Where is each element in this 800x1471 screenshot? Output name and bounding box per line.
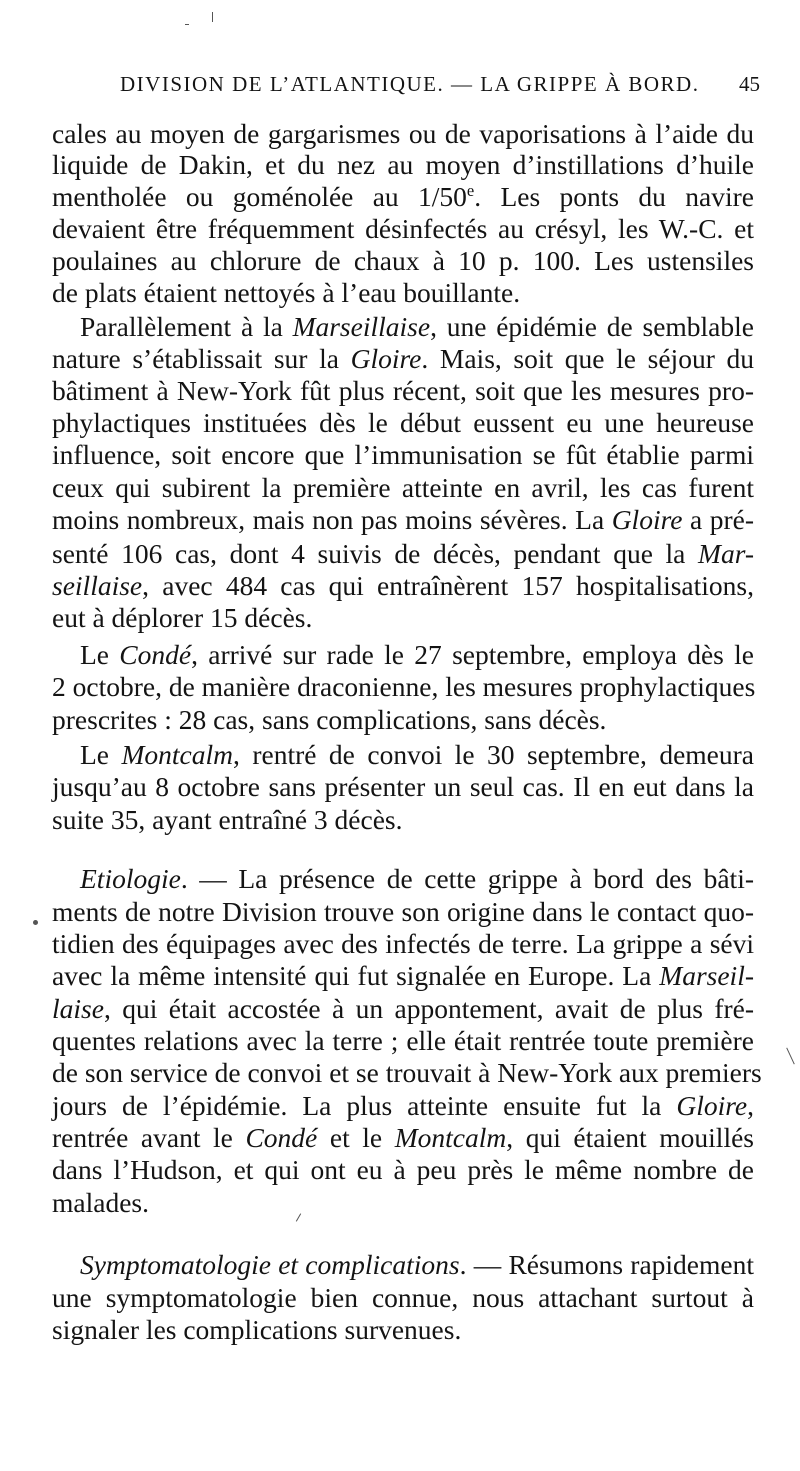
text-run: phylactiques instituées dès le début eussent eu une heureuse	[52, 407, 754, 438]
italic-run: Condé	[245, 1122, 318, 1153]
text-run: . Les ponts du navire	[474, 181, 754, 212]
text-line	[52, 148, 754, 182]
running-header	[120, 72, 760, 97]
text-run: nature s’établissait sur la	[52, 343, 351, 374]
text-line	[52, 1313, 754, 1347]
text-run: senté 106 cas, dont 4 suivis de décès, pendant que la	[52, 538, 699, 569]
italic-run: Gloire	[350, 343, 422, 374]
text-run: ,	[747, 1090, 754, 1121]
scan-speck	[33, 920, 38, 925]
text-line	[52, 1056, 762, 1090]
text-run: signaler les complications survenues.	[52, 1314, 462, 1345]
italic-run: Gloire	[676, 1090, 748, 1121]
text-line	[52, 374, 754, 408]
text-run: jusqu’au 8 octobre sans présenter un seul cas. Il en eut dans la	[52, 771, 754, 802]
text-line	[52, 670, 754, 704]
text-run: Parallèlement à la	[80, 311, 293, 342]
text-run: cales au moyen de gargarismes ou de vaporisations à l’aide du	[52, 118, 754, 149]
text-line	[52, 342, 754, 376]
italic-run: laise	[52, 993, 104, 1024]
text-line	[52, 992, 754, 1026]
scan-speck	[212, 12, 213, 22]
text-run: influence, soit encore que l’immunisation se fût établie parmi	[52, 439, 754, 470]
text-line	[52, 770, 754, 804]
text-run: dans l’Hudson, et qui ont eu à peu près le même nombre de	[52, 1154, 754, 1185]
text-line	[52, 1153, 754, 1187]
scan-speck	[185, 24, 189, 25]
text-run: prescrites : 28 cas, sans complications, sans décès.	[52, 704, 607, 735]
text-line	[52, 276, 754, 310]
text-run: tidien des équipages avec des infectés de terre. La grippe a sévi	[52, 928, 754, 959]
text-line	[52, 803, 754, 837]
text-run: une symptomatologie bien connue, nous attachant surtout à	[52, 1282, 754, 1313]
text-run: . Mais, soit que le séjour du	[421, 343, 754, 374]
text-line	[52, 703, 754, 737]
italic-run: Symptomatologie et complications	[80, 1249, 460, 1280]
text-run: malades.	[52, 1187, 149, 1218]
text-run: ments de notre Division trouve son origine dans le contact quo-	[52, 896, 754, 927]
italic-run: Montcalm	[394, 1122, 507, 1153]
text-line	[52, 927, 754, 961]
text-line	[52, 212, 754, 246]
text-line	[80, 1248, 754, 1282]
text-run: devaient être fréquemment désinfectés au crésyl, les W.-C. et	[52, 213, 754, 244]
text-run: rentrée avant le	[52, 1122, 246, 1153]
text-run: bâtiment à New-York fût plus récent, soit que les mesures pro-	[52, 375, 754, 406]
italic-run: Marseillaise	[292, 311, 431, 342]
text-run: , rentré de convoi le 30 septembre, demeura	[233, 739, 754, 770]
text-run: Le	[80, 739, 122, 770]
italic-run: Etiologie	[80, 863, 181, 894]
text-run: jours de l’épidémie. La plus atteinte ensuite fut la	[52, 1090, 677, 1121]
italic-run: Montcalm	[121, 739, 233, 770]
text-line	[80, 862, 754, 896]
text-run: avec la même intensité qui fut signalée en Europe. La	[52, 960, 660, 991]
text-run: a pré-	[682, 504, 754, 535]
text-run: . — Résumons rapidement	[459, 1249, 754, 1280]
text-run: ceux qui subirent la première atteinte en avril, les cas furent	[52, 472, 754, 503]
page-number: 45	[739, 72, 760, 96]
text-line	[52, 406, 754, 440]
text-run: de plats étaient nettoyés à l’eau bouillante.	[52, 277, 521, 308]
text-line	[52, 1186, 754, 1220]
text-run: et le	[317, 1122, 395, 1153]
text-line	[52, 438, 754, 472]
text-line	[52, 180, 754, 214]
text-line	[80, 310, 754, 344]
text-line	[80, 638, 754, 672]
text-line	[52, 959, 754, 993]
text-run: 2 octobre, de manière draconienne, les mesures prophylactiques	[52, 671, 756, 702]
text-line	[52, 895, 754, 929]
text-line	[52, 537, 754, 571]
italic-run: seillaise	[52, 570, 143, 601]
running-title: DIVISION DE L’ATLANTIQUE. — LA GRIPPE À BORD.	[120, 72, 700, 96]
italic-run: Condé	[119, 639, 192, 670]
text-run: de son service de convoi et se trouvait à New-York aux premiers	[52, 1057, 762, 1088]
scan-speck	[786, 1048, 795, 1065]
text-run: , qui étaient mouillés	[506, 1122, 754, 1153]
text-line	[52, 1024, 754, 1058]
text-line	[52, 244, 754, 278]
text-run: eut à déplorer 15 décès.	[52, 602, 313, 633]
text-run: mentholée ou goménolée au 1/50	[52, 181, 467, 212]
superscript: e	[466, 180, 475, 200]
text-run: moins nombreux, mais non pas moins sévères. La	[52, 504, 612, 535]
text-line	[52, 117, 754, 151]
text-line	[52, 569, 754, 603]
text-line	[52, 1089, 754, 1123]
text-line	[52, 1281, 754, 1315]
text-line	[52, 1121, 754, 1155]
text-line	[80, 738, 754, 772]
italic-run: Mar-	[698, 538, 754, 569]
text-run: , arrivé sur rade le 27 septembre, employa dès le	[191, 639, 754, 670]
text-run: Le	[80, 639, 120, 670]
text-run: . — La présence de cette grippe à bord des bâti-	[180, 863, 754, 894]
text-run: suite 35, ayant entraîné 3 décès.	[52, 804, 403, 835]
text-run: liquide de Dakin, et du nez au moyen d’instillations d’huile	[52, 149, 754, 180]
text-line	[52, 471, 754, 505]
italic-run: Marseil-	[659, 960, 754, 991]
text-run: , avec 484 cas qui entraînèrent 157 hospitalisations,	[142, 570, 754, 601]
text-run: poulaines au chlorure de chaux à 10 p. 100. Les ustensiles	[52, 245, 754, 276]
text-line	[52, 601, 754, 635]
text-run: , qui était accostée à un appontement, avait de plus fré-	[103, 993, 754, 1024]
italic-run: Gloire	[611, 504, 683, 535]
text-run: , une épidémie de semblable	[430, 311, 754, 342]
text-run: quentes relations avec la terre ; elle était rentrée toute première	[52, 1025, 754, 1056]
text-line	[52, 503, 754, 537]
